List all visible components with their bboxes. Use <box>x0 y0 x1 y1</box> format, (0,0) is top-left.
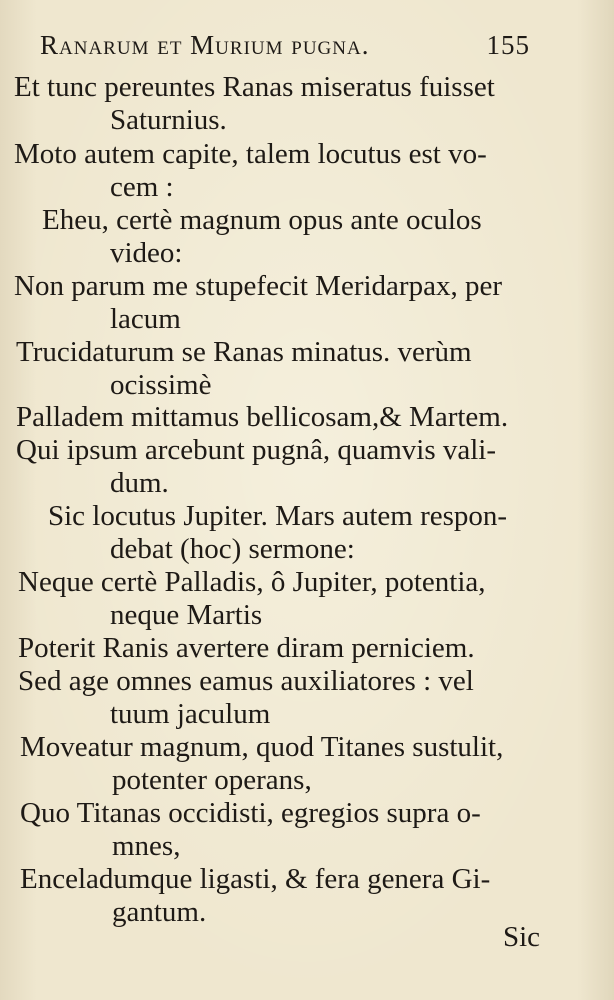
verse-line-26: gantum. <box>112 896 207 928</box>
verse-line-24: mnes, <box>112 830 181 862</box>
catchword: Sic <box>502 921 540 953</box>
verse-line-4: cem : <box>110 171 174 203</box>
verse-line-12: Qui ipsum arcebunt pugnâ, quamvis vali- <box>16 434 497 466</box>
verse-line-18: Poterit Ranis avertere diram perniciem. <box>18 632 475 664</box>
verse-line-2: Saturnius. <box>110 104 227 136</box>
verse-line-9: Trucidaturum se Ranas minatus. verùm <box>16 336 472 368</box>
verse-line-15: debat (hoc) sermone: <box>110 533 355 565</box>
verse-line-16: Neque certè Palladis, ô Jupiter, potentia, <box>18 566 486 598</box>
verse-line-10: ocissimè <box>110 369 212 401</box>
verse-line-14: Sic locutus Jupiter. Mars autem respon- <box>48 500 508 532</box>
verse-line-22: potenter operans, <box>112 764 312 796</box>
verse-line-8: lacum <box>110 303 181 335</box>
verse-line-23: Quo Titanas occidisti, egregios supra o- <box>20 797 481 829</box>
verse-line-1: Et tunc pereuntes Ranas miseratus fuisset <box>14 71 495 103</box>
verse-line-3: Moto autem capite, talem locutus est vo- <box>14 138 487 170</box>
page-header <box>40 30 530 66</box>
verse-line-19: Sed age omnes eamus auxiliatores : vel <box>18 665 474 697</box>
verse-line-13: dum. <box>110 467 169 499</box>
verse-line-25: Enceladumque ligasti, & fera genera Gi- <box>20 863 491 895</box>
verse-line-5: Eheu, certè magnum opus ante oculos <box>42 204 482 236</box>
page-number: 155 <box>486 30 530 60</box>
verse-line-20: tuum jaculum <box>110 698 271 730</box>
verse-line-17: neque Martis <box>110 599 263 631</box>
running-title: Ranarum et Murium pugna. <box>40 30 370 60</box>
verse-line-11: Palladem mittamus bellicosam,& Martem. <box>16 401 509 433</box>
verse-line-21: Moveatur magnum, quod Titanes sustulit, <box>20 731 504 763</box>
verse-line-7: Non parum me stupefecit Meridarpax, per <box>14 270 502 302</box>
verse-line-6: video: <box>110 237 183 269</box>
